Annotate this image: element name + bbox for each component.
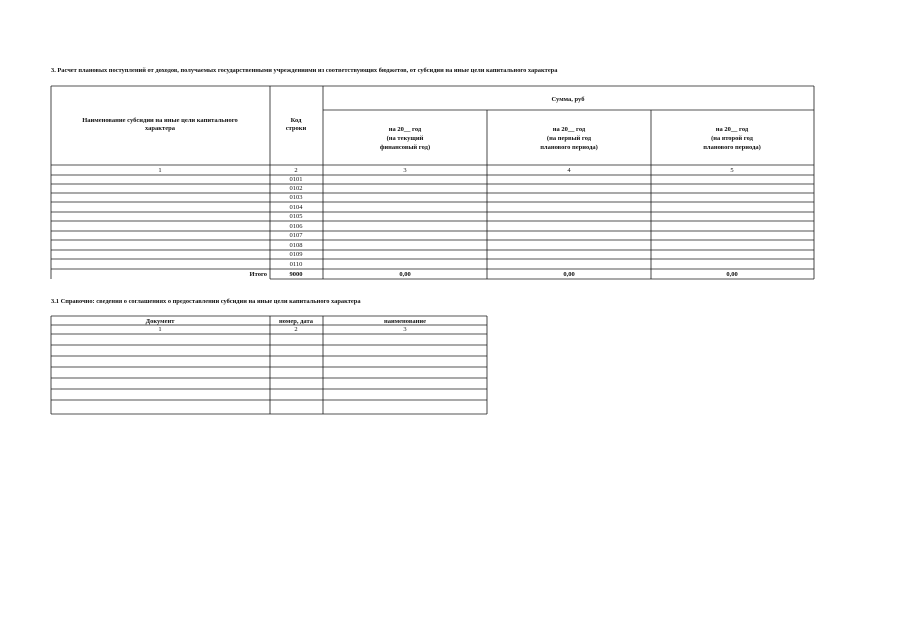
t3-header-year2-line1: на 20__ год [552, 126, 586, 133]
t31-header-name: наименование [383, 318, 427, 325]
t3-total-code: 9000 [289, 271, 303, 278]
t31-colnum-1: 1 [158, 326, 162, 333]
t3-header-code-line1: Код [290, 117, 302, 124]
t31-header-document: Документ [145, 318, 175, 325]
t3-row-code: 0104 [289, 204, 303, 211]
t3-row-code: 0106 [289, 223, 303, 230]
t3-header-year3-line2: (на второй год [711, 135, 753, 142]
t3-colnum-3: 3 [403, 167, 407, 174]
t3-colnum-4: 4 [567, 167, 571, 174]
t3-row-code: 0101 [289, 176, 303, 183]
t3-header-year2-line3: планового периода) [540, 144, 598, 151]
t3-row-code: 0102 [289, 185, 303, 192]
t3-colnum-5: 5 [730, 167, 734, 174]
t3-row-code: 0108 [289, 242, 303, 249]
t3-header-name-line2: характера [145, 125, 175, 132]
t3-header-sum: Сумма, руб [551, 96, 585, 103]
t3-header-year1-line2: (на текущий [386, 135, 424, 142]
t3-header-name-line1: Наименование субсидии на иные цели капитального [82, 117, 238, 124]
t3-header-code-line2: строки [285, 125, 307, 132]
section3-title: 3. Расчет плановых поступлений от доходов, получаемых государственными учреждениями из соответствующих бюджетов, от субсидии на иные цели капитального характера [51, 67, 558, 74]
t3-total-value-year2: 0,00 [563, 271, 575, 278]
t31-header-number-date: номер, дата [279, 318, 313, 325]
t3-header-year3-line3: планового периода) [703, 144, 761, 151]
t3-row-code: 0105 [289, 213, 303, 220]
t3-row-code: 0109 [289, 251, 303, 258]
t31-colnum-2: 2 [294, 326, 298, 333]
t3-row-code: 0107 [289, 232, 303, 239]
t3-colnum-1: 1 [158, 167, 162, 174]
t3-header-year3-line1: на 20__ год [715, 126, 749, 133]
t3-total-value-year3: 0,00 [726, 271, 738, 278]
t31-colnum-3: 3 [403, 326, 407, 333]
t3-row-code: 0110 [289, 261, 303, 268]
section31-title: 3.1 Справочно: сведения о соглашениях о предоставлении субсидии на иные цели капитального характера [51, 298, 361, 305]
t3-total-label: Итого [249, 271, 267, 278]
t3-header-year1-line1: на 20__ год [388, 126, 422, 133]
t3-colnum-2: 2 [294, 167, 298, 174]
t3-total-value-year1: 0,00 [399, 271, 411, 278]
t3-row-code: 0103 [289, 194, 303, 201]
t3-header-year2-line2: (на первый год [546, 135, 592, 142]
t3-header-year1-line3: финансовый год) [379, 144, 431, 151]
